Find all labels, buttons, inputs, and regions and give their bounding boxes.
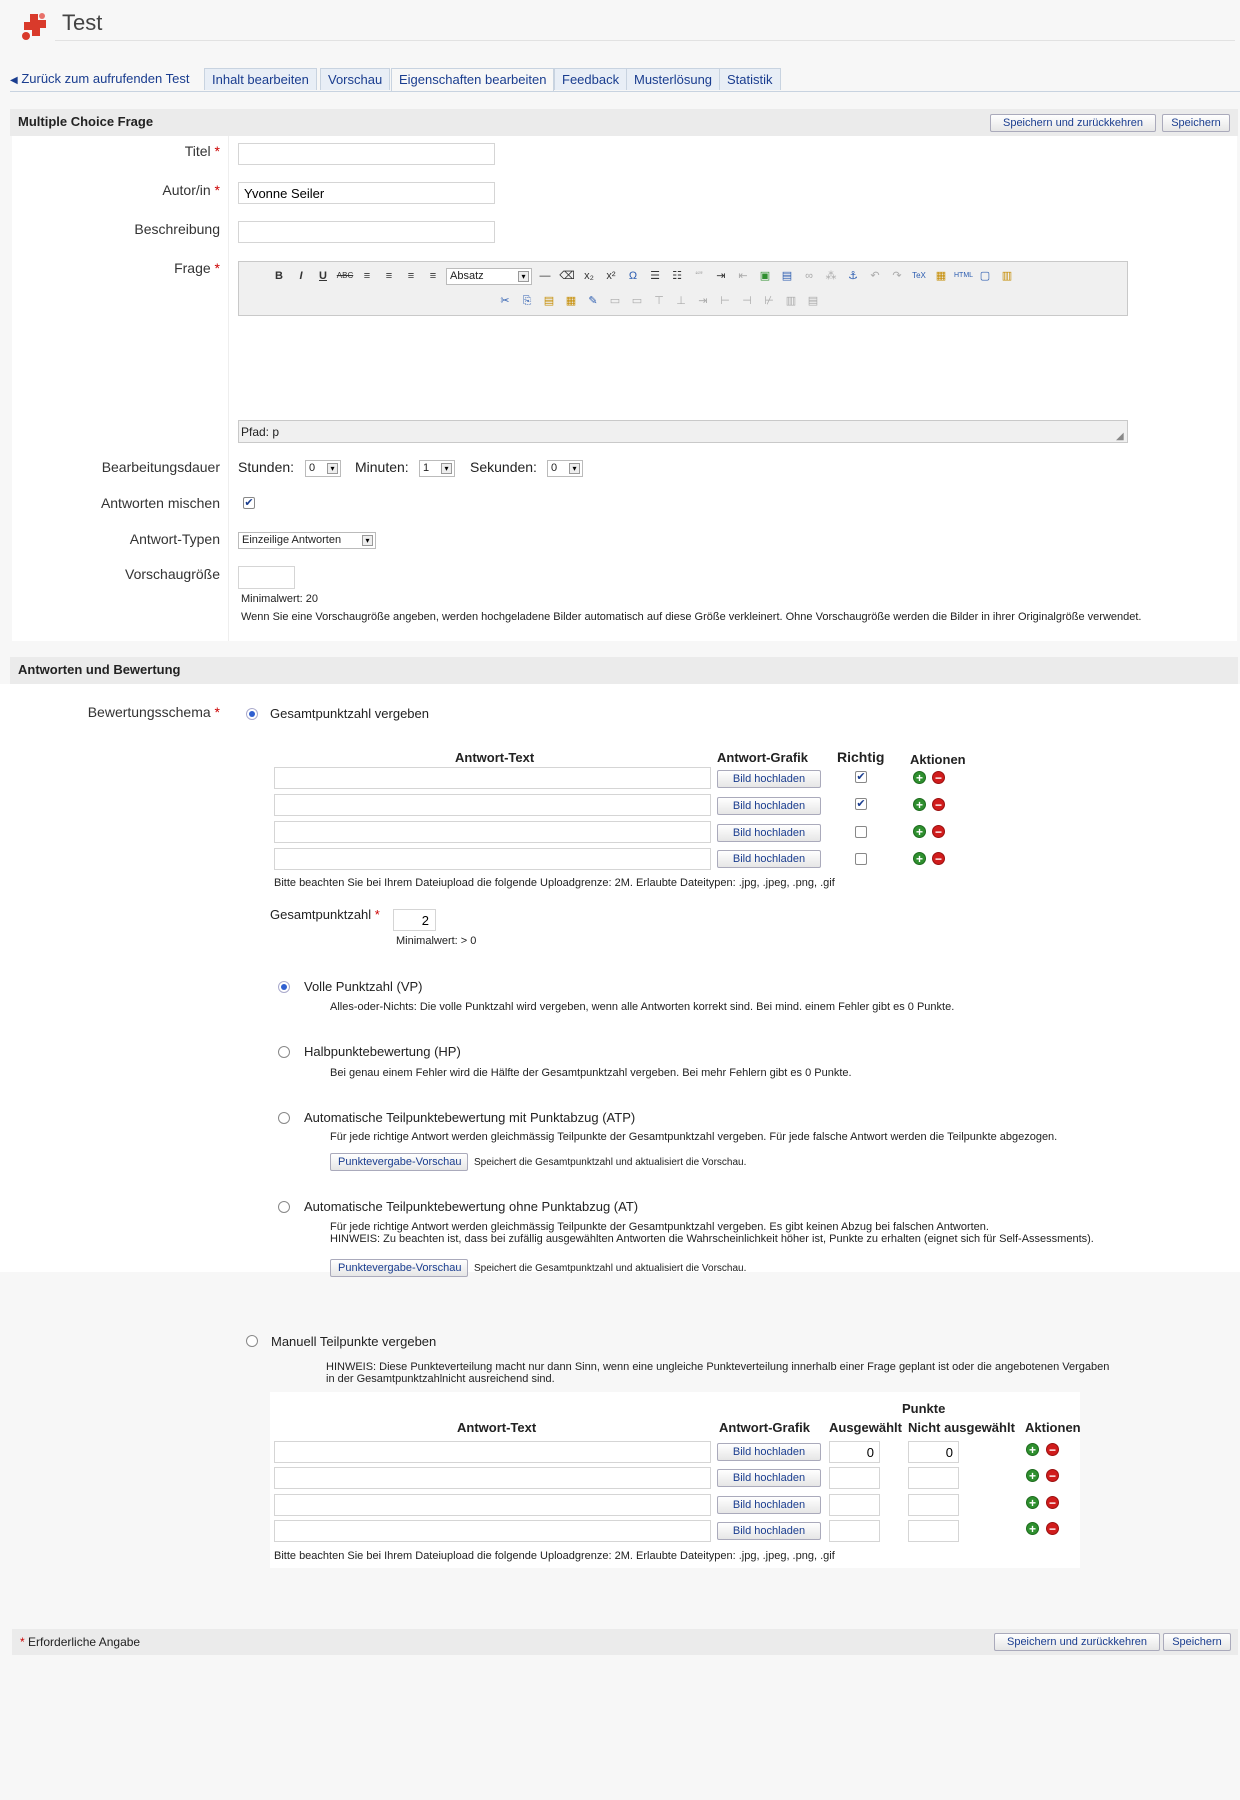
question-label: Frage * [174, 260, 220, 276]
insert-col-before-icon[interactable]: ⊢ [720, 295, 730, 307]
points-selected-input[interactable] [829, 1494, 880, 1516]
back-to-test-link[interactable] [10, 71, 189, 86]
hours-label: Stunden: [238, 459, 295, 475]
required-note: Erforderliche Angabe [28, 1635, 141, 1649]
seconds-select[interactable]: 0 ▾ [547, 460, 583, 477]
answer-types-select[interactable]: Einzeilige Antworten ▾ [238, 532, 376, 549]
form-footer: * Erforderliche Angabe [12, 1629, 1238, 1655]
col-answer-text: Antwort-Text [457, 1420, 537, 1435]
page-title: Test [62, 10, 103, 35]
scoring-desc-hint: HINWEIS: Zu beachten ist, dass bei zufällig ausgewählten Antworten die Wahrscheinlichkeit höher ist, Punkte zu erhalten (eignet sich für Self-Assessments). [330, 1233, 1094, 1245]
add-row-icon[interactable]: + [913, 852, 926, 865]
upload-image-button[interactable]: Bild hochladen [717, 770, 821, 788]
section-title: Multiple Choice Frage [18, 114, 154, 129]
points-not-selected-input[interactable] [908, 1494, 959, 1516]
insert-row-after-icon[interactable]: ⊥ [676, 295, 686, 307]
align-left-icon[interactable]: ≡ [363, 270, 371, 282]
format-select[interactable]: Absatz ▾ [446, 268, 532, 285]
points-not-selected-input[interactable] [908, 1520, 959, 1542]
paste-icon[interactable]: ▤ [543, 295, 555, 307]
add-row-icon[interactable]: + [1026, 1522, 1039, 1535]
title-input[interactable] [238, 143, 495, 165]
remove-row-icon[interactable]: − [932, 852, 945, 865]
fullscreen-icon[interactable]: ▢ [979, 270, 991, 282]
undo-icon[interactable]: ↶ [870, 270, 880, 282]
correct-checkbox[interactable]: ✔ [856, 771, 866, 783]
upload-note: Bitte beachten Sie bei Ihrem Dateiupload die folgende Uploadgrenze: 2M. Erlaubte Dateitypen: .jpg, .jpeg, .png, .gif [274, 1550, 835, 1562]
save-return-button-top[interactable]: Speichern und zurückkehren [990, 114, 1156, 132]
shuffle-checkbox[interactable]: ✔ [244, 497, 254, 509]
resize-handle-icon[interactable]: ◢ [1116, 431, 1124, 442]
upload-image-button[interactable]: Bild hochladen [717, 797, 821, 815]
answer-text-input[interactable] [274, 794, 711, 816]
bullet-list-icon[interactable]: ☰ [650, 270, 660, 282]
header-divider [55, 40, 1235, 41]
col-correct: Richtig [837, 749, 885, 765]
tab-inhalt-bearbeiten[interactable]: Inhalt bearbeiten [204, 68, 317, 90]
tabs-divider [10, 91, 1240, 92]
scheme-manual-radio[interactable] [246, 1335, 258, 1347]
manual-hint: HINWEIS: Diese Punkteverteilung macht nur dann Sinn, wenn eine ungleiche Punkteverteilung innerhalb einer Frage geplant ist oder die angebotenen Vergaben [326, 1361, 1110, 1373]
scoring-desc: Alles-oder-Nichts: Die volle Punktzahl wird vergeben, wenn alle Antworten korrekt sind. Bei mind. einem Fehler gibt es 0 Punkte. [330, 1001, 955, 1013]
scheme-label: Bewertungsschema * [87, 704, 220, 720]
scoring-desc: Für jede richtige Antwort werden gleichmässig Teilpunkte der Gesamtpunktzahl vergeben. Für jede falsche Antwort werden die Teilpunkte abgezogen. [330, 1131, 1058, 1143]
answer-text-input[interactable] [274, 821, 711, 843]
chevron-down-icon: ▾ [569, 463, 580, 474]
tab-eigenschaften-bearbeiten[interactable]: Eigenschaften bearbeiten [391, 68, 554, 92]
delete-col-icon[interactable]: ⊬ [764, 295, 774, 307]
answer-text-input[interactable] [274, 848, 711, 870]
scoring-title: Volle Punktzahl (VP) [304, 979, 423, 994]
delete-row-icon[interactable]: ⇥ [698, 295, 708, 307]
subscript-icon[interactable]: x₂ [584, 270, 594, 282]
minutes-label: Minuten: [355, 459, 409, 475]
upload-note: Bitte beachten Sie bei Ihrem Dateiupload die folgende Uploadgrenze: 2M. Erlaubte Dateitypen: .jpg, .jpeg, .png, .gif [274, 877, 835, 889]
remove-row-icon[interactable]: − [1046, 1443, 1059, 1456]
seconds-label: Sekunden: [470, 459, 537, 475]
remove-row-icon[interactable]: − [1046, 1469, 1059, 1482]
col-selected: Ausgewählt [829, 1420, 902, 1435]
paste-word-icon[interactable]: ▦ [935, 270, 947, 282]
remove-row-icon[interactable]: − [932, 825, 945, 838]
upload-image-button[interactable]: Bild hochladen [717, 1469, 821, 1487]
answers-section-header [10, 657, 1238, 684]
add-row-icon[interactable]: + [1026, 1443, 1039, 1456]
col-answer-image: Antwort-Grafik [717, 750, 808, 765]
col-points: Punkte [902, 1401, 946, 1416]
add-row-icon[interactable]: + [913, 825, 926, 838]
numbered-list-icon[interactable]: ☷ [672, 270, 682, 282]
tab-feedback[interactable]: Feedback [554, 68, 627, 90]
caret-left-icon: ◀ [10, 75, 18, 86]
points-not-selected-input[interactable] [908, 1441, 959, 1463]
points-preview-button[interactable]: Punktevergabe-Vorschau [330, 1153, 468, 1171]
media-icon[interactable]: ▤ [781, 270, 793, 282]
remove-row-icon[interactable]: − [932, 798, 945, 811]
save-button-bottom[interactable]: Speichern [1163, 1633, 1231, 1651]
col-answer-text: Antwort-Text [455, 750, 535, 765]
align-right-icon[interactable]: ≡ [407, 270, 415, 282]
scoring-desc: Bei genau einem Fehler wird die Hälfte der Gesamtpunktzahl vergeben. Bei mehr Fehlern gibt es 0 Punkte. [330, 1067, 852, 1079]
points-selected-input[interactable] [829, 1441, 880, 1463]
scheme-total-label: Gesamtpunktzahl vergeben [270, 706, 429, 721]
tex-icon[interactable]: TeX [912, 271, 926, 280]
total-points-label: Gesamtpunktzahl * [270, 907, 380, 922]
description-input[interactable] [238, 221, 495, 243]
chevron-down-icon: ▾ [441, 463, 452, 474]
remove-row-icon[interactable]: − [1046, 1522, 1059, 1535]
scheme-total-radio[interactable] [246, 708, 258, 720]
add-row-icon[interactable]: + [913, 798, 926, 811]
shuffle-label: Antworten mischen [100, 495, 220, 511]
description-label: Beschreibung [134, 221, 220, 237]
question-edit-area[interactable] [238, 315, 1128, 421]
app-logo-icon [18, 12, 50, 42]
insert-row-before-icon[interactable]: ⊤ [654, 295, 664, 307]
scheme-manual-label: Manuell Teilpunkte vergeben [271, 1334, 437, 1349]
correct-checkbox[interactable] [855, 853, 867, 865]
answer-text-input[interactable] [274, 1494, 711, 1516]
tab-musterloesung[interactable]: Musterlösung [626, 68, 720, 90]
tab-vorschau[interactable]: Vorschau [320, 68, 390, 90]
answer-text-input[interactable] [274, 1467, 711, 1489]
horizontal-rule-icon[interactable]: — [539, 270, 551, 282]
editor-path: Pfad: p [241, 425, 280, 439]
points-selected-input[interactable] [829, 1520, 880, 1542]
redo-icon[interactable]: ↷ [892, 270, 902, 282]
preview-size-input[interactable] [238, 566, 295, 589]
col-actions: Aktionen [1025, 1420, 1081, 1435]
preview-size-info: Wenn Sie eine Vorschaugröße angeben, werden hochgeladene Bilder automatisch auf diese Größe verkleinert. Ohne Vorschaugröße werden die Bilder in ihrer Originalgröße verwendet. [241, 611, 1142, 623]
points-preview-button[interactable]: Punktevergabe-Vorschau [330, 1259, 468, 1277]
anchor-icon[interactable]: ⚓ [848, 270, 858, 282]
strikethrough-icon[interactable]: ABC [336, 271, 354, 280]
remove-row-icon[interactable]: − [932, 771, 945, 784]
author-label: Autor/in * [162, 182, 220, 198]
tab-statistik[interactable]: Statistik [719, 68, 781, 90]
answer-text-input[interactable] [274, 1441, 711, 1463]
split-cells-icon[interactable]: ▥ [785, 295, 797, 307]
scoring-title: Halbpunktebewertung (HP) [304, 1044, 461, 1059]
blockquote-icon[interactable]: “” [695, 270, 703, 282]
answer-text-input[interactable] [274, 767, 711, 789]
scoring-radio[interactable] [278, 1046, 290, 1058]
upload-image-button[interactable]: Bild hochladen [717, 1496, 821, 1514]
upload-image-button[interactable]: Bild hochladen [717, 1522, 821, 1540]
upload-image-button[interactable]: Bild hochladen [717, 1443, 821, 1461]
editor-toolbar-row2 [496, 292, 822, 310]
correct-checkbox[interactable]: ✔ [856, 798, 866, 810]
outdent-icon[interactable]: ⇤ [738, 270, 748, 282]
save-button-top[interactable]: Speichern [1162, 114, 1230, 132]
author-input[interactable] [238, 182, 495, 204]
hours-select[interactable]: 0 ▾ [305, 460, 341, 477]
upload-image-button[interactable]: Bild hochladen [717, 850, 821, 868]
section-title: Antworten und Bewertung [18, 662, 181, 677]
preview-size-label: Vorschaugröße [125, 566, 220, 582]
col-actions: Aktionen [910, 752, 966, 767]
scoring-title: Automatische Teilpunktebewertung mit Punktabzug (ATP) [304, 1110, 636, 1125]
minutes-select[interactable]: 1 ▾ [419, 460, 455, 477]
insert-col-after-icon[interactable]: ⊣ [742, 295, 752, 307]
back-link-label: Zurück zum aufrufenden Test [21, 71, 190, 86]
chevron-down-icon: ▾ [362, 535, 373, 546]
superscript-icon[interactable]: x² [606, 270, 616, 282]
col-not-selected: Nicht ausgewählt [908, 1420, 1015, 1435]
copy-icon[interactable]: ⎘ [522, 295, 532, 307]
points-preview-note: Speichert die Gesamtpunktzahl und aktualisiert die Vorschau. [474, 1157, 747, 1168]
align-center-icon[interactable]: ≡ [385, 270, 393, 282]
merge-cells-icon[interactable]: ▤ [807, 295, 819, 307]
cut-icon[interactable]: ✂ [500, 295, 510, 307]
indent-icon[interactable]: ⇥ [716, 270, 726, 282]
scoring-radio[interactable] [278, 1201, 290, 1213]
upload-image-button[interactable]: Bild hochladen [717, 824, 821, 842]
image-icon[interactable]: ▣ [759, 270, 771, 282]
duration-label: Bearbeitungsdauer [101, 459, 220, 475]
chevron-down-icon: ▾ [327, 463, 338, 474]
edit-icon[interactable]: ✎ [588, 295, 598, 307]
points-selected-input[interactable] [829, 1467, 880, 1489]
scoring-radio[interactable] [278, 1112, 290, 1124]
scoring-title: Automatische Teilpunktebewertung ohne Punktabzug (AT) [304, 1199, 639, 1214]
total-points-input[interactable] [393, 909, 436, 931]
correct-checkbox[interactable] [855, 826, 867, 838]
answer-types-label: Antwort-Typen [129, 531, 220, 547]
table-cell-props-icon[interactable]: ▭ [631, 295, 643, 307]
underline-icon[interactable]: U [319, 270, 327, 282]
paste-text-icon[interactable]: ▦ [565, 295, 577, 307]
answer-text-input[interactable] [274, 1520, 711, 1542]
template-icon[interactable]: ▥ [1001, 270, 1013, 282]
points-preview-note: Speichert die Gesamtpunktzahl und aktualisiert die Vorschau. [474, 1263, 747, 1274]
preview-min-hint: Minimalwert: 20 [241, 593, 319, 605]
unlink-icon[interactable]: ⁂ [825, 270, 837, 282]
italic-icon[interactable]: I [299, 270, 303, 282]
align-justify-icon[interactable]: ≡ [429, 270, 437, 282]
title-label: Titel * [184, 143, 220, 159]
total-min-hint: Minimalwert: > 0 [396, 935, 477, 947]
scoring-desc: Für jede richtige Antwort werden gleichmässig Teilpunkte der Gesamtpunktzahl vergeben. Es gibt keinen Abzug bei falschen Antworten. [330, 1221, 989, 1233]
bold-icon[interactable]: B [275, 270, 283, 282]
table-row-props-icon[interactable]: ▭ [609, 295, 621, 307]
add-row-icon[interactable]: + [1026, 1469, 1039, 1482]
add-row-icon[interactable]: + [913, 771, 926, 784]
add-row-icon[interactable]: + [1026, 1496, 1039, 1509]
col-answer-image: Antwort-Grafik [719, 1420, 810, 1435]
special-char-icon[interactable]: Ω [628, 270, 638, 282]
manual-hint-cont: in der Gesamtpunktzahlnicht ausreichend sind. [326, 1373, 555, 1385]
html-icon[interactable]: HTML [954, 272, 974, 279]
scoring-radio[interactable] [278, 981, 290, 993]
points-not-selected-input[interactable] [908, 1467, 959, 1489]
editor-toolbar-row1 [270, 267, 1016, 285]
save-return-button-bottom[interactable]: Speichern und zurückkehren [994, 1633, 1160, 1651]
link-icon[interactable]: ∞ [805, 270, 813, 282]
eraser-icon[interactable]: ⌫ [559, 270, 575, 282]
chevron-down-icon: ▾ [518, 271, 529, 282]
remove-row-icon[interactable]: − [1046, 1496, 1059, 1509]
